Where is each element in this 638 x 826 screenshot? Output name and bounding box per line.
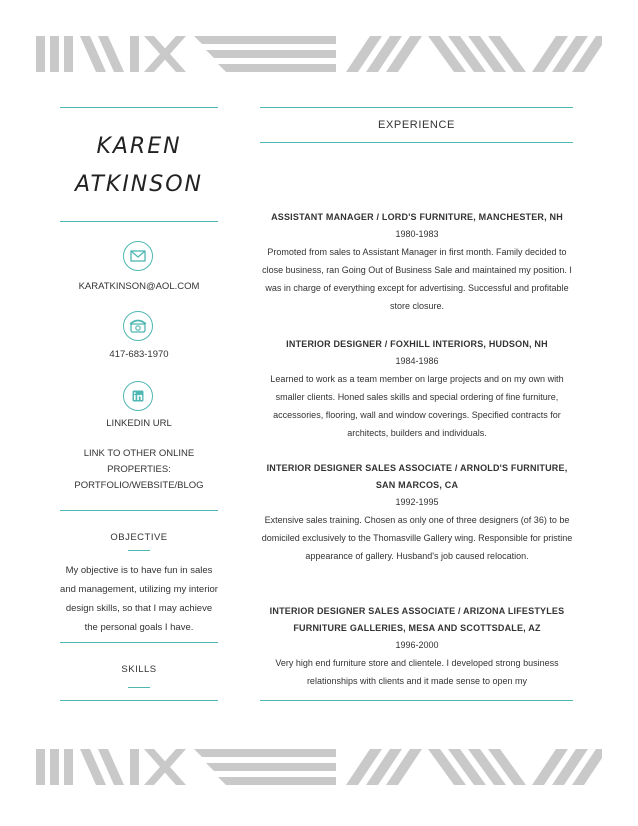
job-description: Promoted from sales to Assistant Manager in first month. Family decided to close business, ran Going Out of Business Sale and maintained my position. I was in charge of everything except for advertising. Successful and profitable store closure. [262,247,572,311]
skills-underline [128,687,150,688]
name-first: KAREN [96,134,182,159]
objective-text: My objective is to have fun in sales and management, utilizing my interior design skills, so that I may achieve the personal goals I have. [60,565,218,633]
job-dates: 1984-1986 [395,356,439,366]
telephone-icon [123,311,153,341]
job-title: INTERIOR DESIGNER / FOXHILL INTERIORS, HUDSON, NH [286,339,548,349]
job-title: INTERIOR DESIGNER SALES ASSOCIATE / ARNOLD'S FURNITURE, SAN MARCOS, CA [266,463,568,490]
right-top-rule [260,107,573,108]
job-description: Extensive sales training. Chosen as only one of three designers (of 36) to be domiciled exclusively to the Thomasville Gallery wing. Responsible for pristine appearance of gallery. Husband's job caused relocation. [261,515,573,561]
job-dates: 1980-1983 [395,229,439,239]
right-bottom-rule [260,700,573,701]
experience-heading: EXPERIENCE [378,119,455,131]
job-description: Very high end furniture store and clientele. I developed strong business relationships with clients and it made sense to open my [275,658,559,686]
job-title: ASSISTANT MANAGER / LORD'S FURNITURE, MANCHESTER, NH [271,212,563,222]
stripe-pattern-bottom [36,749,602,787]
right-experience-rule [260,142,573,143]
objective-heading: OBJECTIVE [110,532,168,543]
job-description: Learned to work as a team member on large projects and on my own with smaller clients. Honed sales skills and special ordering of fine furniture, accessories, flooring, wall and window coverings. Specified contracts for architects, builders and individuals. [270,374,564,438]
top-pattern-band [36,34,602,72]
left-skills-rule [60,642,218,643]
job-entry-4 [258,603,576,690]
job-entry-1 [258,209,576,315]
linkedin-icon [123,381,153,411]
job-entry-2 [258,336,576,442]
job-title: INTERIOR DESIGNER SALES ASSOCIATE / ARIZONA LIFESTYLES FURNITURE GALLERIES, MESA AND SCOTTSDALE, AZ [269,606,565,633]
left-top-rule [60,107,218,108]
job-dates: 1996-2000 [395,640,439,650]
skills-heading: SKILLS [121,664,157,675]
bottom-pattern-band [36,749,602,787]
job-entry-3 [258,460,576,565]
phone-text[interactable]: 417-683-1970 [109,349,169,360]
envelope-icon [123,241,153,271]
linkedin-text[interactable]: LINKEDIN URL [106,418,172,429]
objective-underline [128,550,150,551]
job-dates: 1992-1995 [395,497,439,507]
left-objective-rule [60,510,218,511]
portfolio-text[interactable]: LINK TO OTHER ONLINE PROPERTIES: PORTFOLIO/WEBSITE/BLOG [74,448,204,491]
left-name-rule [60,221,218,222]
stripe-pattern-top [36,34,602,72]
left-bottom-rule [60,700,218,701]
name-last: ATKINSON [75,172,203,197]
email-text[interactable]: KARATKINSON@AOL.COM [78,281,200,292]
